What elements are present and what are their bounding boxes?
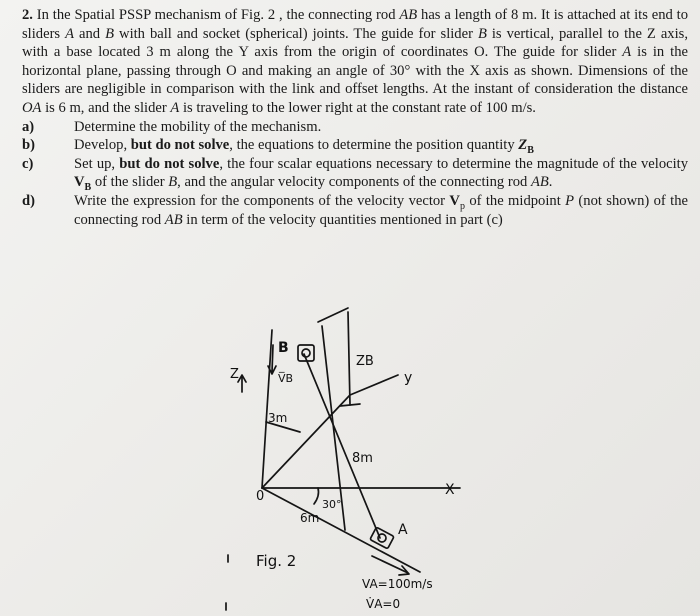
symbol-v: V [449,192,460,209]
angle-arc [314,488,319,504]
label-x: X [445,482,455,498]
part-text: of the slider [91,174,169,191]
rod-ab-line [304,354,380,538]
slider-b: B [105,25,115,42]
z-axis-line [262,330,272,488]
part-text: Write the expression for the components of the velocity vector [74,192,450,209]
part-text: . [548,174,553,191]
problem-intro [22,6,688,118]
slider-a-guide [262,488,420,572]
intro-text: is traveling to the lower right at the constant rate of 100 m/s. [179,99,536,116]
slider-b-guide [322,326,345,530]
emphasis: but do not solve [119,155,220,172]
intro-text: In the Spatial PSSP mechanism of Fig. 2 , the connecting rod [32,7,400,23]
part-text: (not shown) of the connecting rod [74,192,688,228]
intro-text: is vertical, parallel to the Z axis, with a base located 3 m along the Y axis from the origin of coordinates O. The guide for slider [22,25,688,61]
part-c-text [74,155,688,192]
part-b-label: b) [22,137,35,154]
slider-a: A [170,99,180,116]
subscript: B [84,182,92,194]
problem-number: 2. [22,7,33,23]
rod-ab: AB [399,7,418,23]
slider-b: B [477,25,487,42]
slider-b: B [168,174,178,191]
label-6m: 6m [300,511,320,525]
label-va: VA=100m/s [362,577,433,591]
part-text: of the midpoint [464,192,566,209]
part-c-label: c) [22,155,34,172]
z-arrow [238,375,246,392]
part-d-label: d) [22,192,35,209]
intro-text: with ball and socket (spherical) joints. The guide for slider [114,25,478,42]
part-text: , and the angular velocity components of the connecting rod [177,174,531,191]
label-z: Z [230,367,239,382]
vb-arrow [268,345,276,374]
label-y: y [404,370,413,386]
slider-b-guide-top [318,308,348,322]
slider-a: A [65,25,75,42]
figure-caption: Fig. 2 [256,552,297,570]
part-a [22,118,688,137]
part-text: Develop, [74,137,131,154]
va-arrow [372,556,409,575]
intro-text: is in the horizontal plane, passing through O and making an angle of 30° with the X axis as shown. Dimensions of the sliders are negligible in comparison with the link and offset lengths. At the instant of consideration the distance [22,44,688,98]
part-d [22,192,688,229]
intro-text: is 6 m, and the slider [41,99,171,116]
three-m-dimension [266,422,300,432]
rod-ab: AB [164,211,183,228]
part-a-label: a) [22,118,35,135]
part-text: , the four scalar equations necessary to determine the magnitude of the velocity [219,155,688,172]
label-zb: ZB [356,354,374,369]
rod-ab: AB [530,174,549,191]
symbol-v: V [74,174,85,191]
label-aa: V̇A=0 [366,597,401,611]
slider-b-block [298,345,314,361]
label-8m: 8m [352,451,373,466]
emphasis: but do not solve [130,137,230,154]
point-p: P [565,192,575,209]
part-d-text [74,192,688,229]
part-text: in term of the velocity quantities mentioned in part (c) [182,211,503,228]
label-origin: 0 [256,489,265,504]
slider-a: A [622,44,632,61]
intro-text: and [74,25,106,42]
distance-oa: OA [22,99,42,116]
problem-statement [22,6,688,229]
symbol-z: Z [518,137,528,154]
y-axis-line [262,375,398,488]
label-3m: 3m [268,411,288,425]
part-a-text: Determine the mobility of the mechanism. [74,118,322,135]
part-text: , the equations to determine the position quantity [229,137,519,154]
zb-dimension-tick [340,404,360,406]
part-b-text [74,136,688,155]
subscript: p [459,200,465,212]
label-a: A [398,522,408,538]
label-vb: V̅B [278,372,294,385]
intro-text: has a length of 8 m. It is attached at its end to sliders [22,7,688,42]
subscript: B [527,145,534,157]
part-c [22,155,688,192]
zb-dimension-line [348,312,350,405]
label-b: B [278,340,289,356]
slider-a-block [370,527,394,549]
part-text: Set up, [74,155,120,172]
part-b [22,136,688,155]
label-angle: 30° [322,498,342,511]
